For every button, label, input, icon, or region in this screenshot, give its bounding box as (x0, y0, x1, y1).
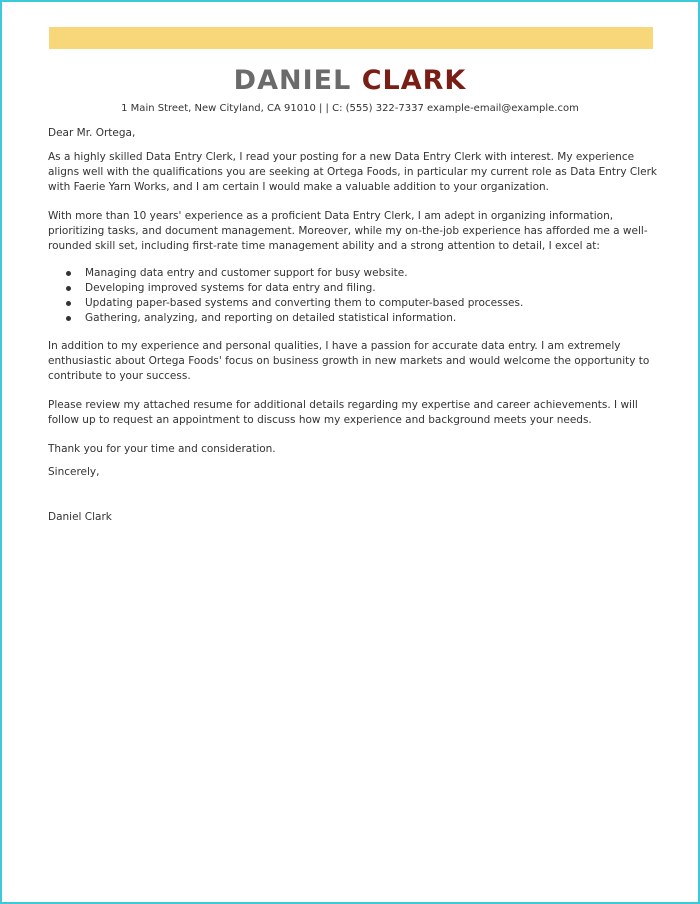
applicant-name (2, 64, 698, 98)
contact-info: 1 Main Street, New Cityland, CA 91010 | | C: (555) 322-7337 example-email@example.com (121, 103, 579, 114)
closing-line: Thank you for your time and consideration. (48, 443, 276, 455)
paragraph-3: In addition to my experience and personal qualities, I have a passion for accurate data entry. I am extremely enthusiastic about Ortega Foods' focus on business growth in new markets and would welcome the opportunity to contribute to your success. (48, 340, 650, 382)
bullet-icon (66, 271, 71, 276)
salutation: Dear Mr. Ortega, (48, 127, 136, 139)
skills-list (48, 266, 658, 326)
bullet-icon (66, 286, 71, 291)
bullet-icon (66, 301, 71, 306)
paragraph-1: As a highly skilled Data Entry Clerk, I read your posting for a new Data Entry Clerk with interest. My experience aligns well with the qualifications you are seeking at Ortega Foods, in particular my current role as Data Entry Clerk with Faerie Yarn Works, and I am certain I would make a valuable addition to your organization. (48, 151, 657, 193)
list-item-text: Updating paper-based systems and converting them to computer-based processes. (85, 297, 524, 309)
signature-name: Daniel Clark (48, 511, 112, 523)
paragraph-2: With more than 10 years' experience as a proficient Data Entry Clerk, I am adept in organizing information, prioritizing tasks, and document management. Moreover, while my on-the-job experience has afforded me a well-rounded skill set, including first-rate time management ability and a strong attention to detail, I excel at: (48, 210, 648, 252)
list-item (66, 281, 658, 296)
last-name: CLARK (361, 65, 467, 96)
list-item (66, 296, 658, 311)
list-item (66, 311, 658, 326)
list-item (66, 266, 658, 281)
list-item-text: Developing improved systems for data entry and filing. (85, 282, 376, 294)
header-accent-bar (49, 27, 653, 49)
list-item-text: Managing data entry and customer support for busy website. (85, 267, 408, 279)
bullet-icon (66, 316, 71, 321)
letter-body (48, 126, 658, 525)
list-item-text: Gathering, analyzing, and reporting on detailed statistical information. (85, 312, 457, 324)
signoff: Sincerely, (48, 466, 100, 478)
first-name: DANIEL (233, 65, 352, 96)
paragraph-4: Please review my attached resume for additional details regarding my expertise and career achievements. I will follow up to request an appointment to discuss how my experience and background meets your needs. (48, 399, 638, 426)
